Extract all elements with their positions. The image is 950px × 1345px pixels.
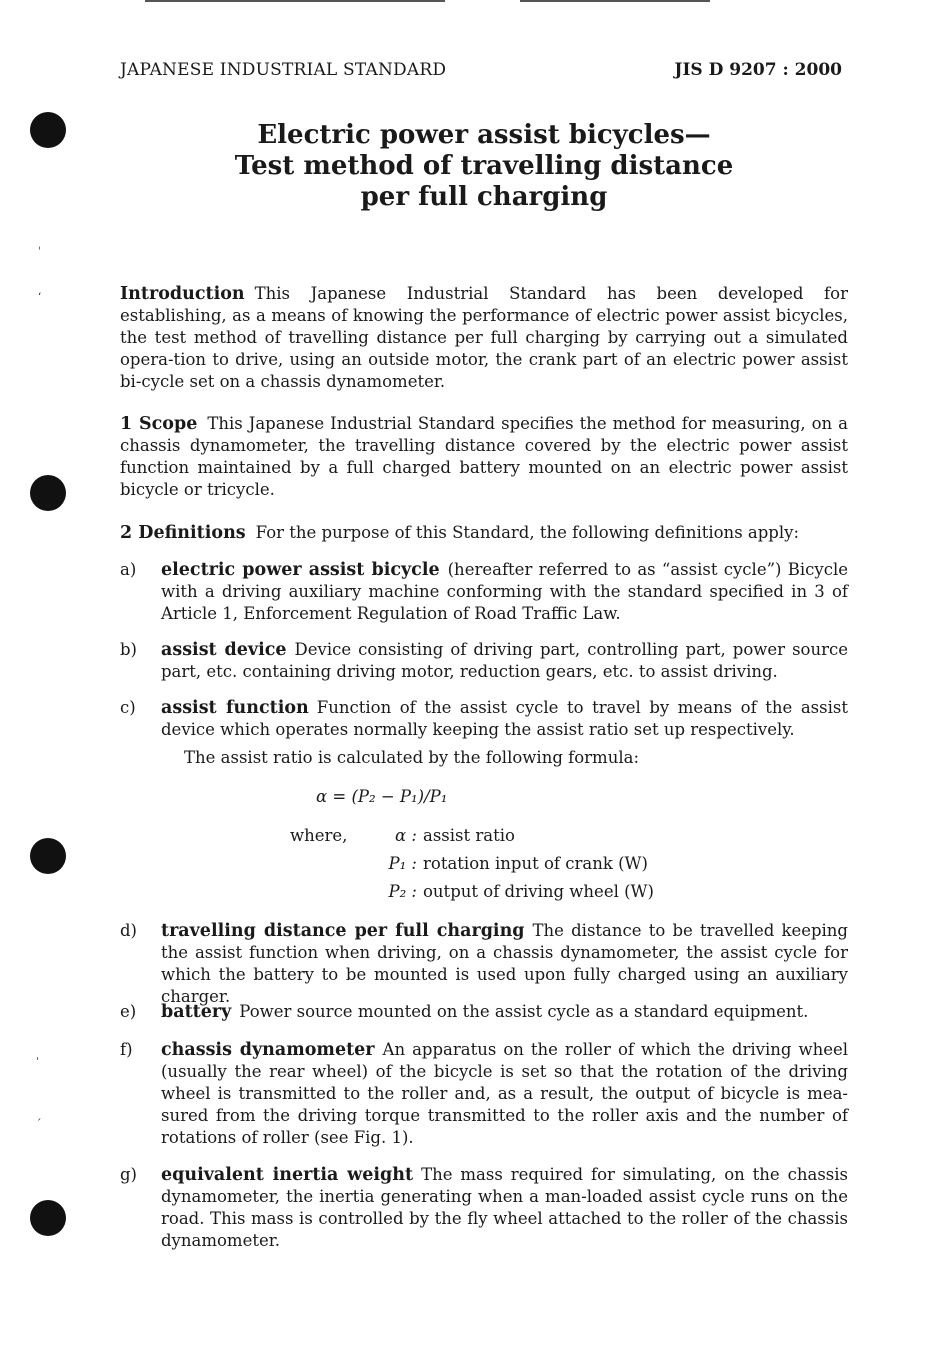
scan-edge-line	[145, 0, 445, 2]
item-term: assist function	[161, 698, 309, 718]
variable-symbol: α :	[395, 826, 417, 845]
title-line: per full charging	[360, 182, 608, 212]
scan-speck: ˌ	[38, 238, 42, 251]
item-text: Power source mounted on the assist cycle as a standard equipment.	[239, 1002, 809, 1021]
definition-item	[120, 1164, 848, 1252]
document-title	[0, 120, 950, 213]
scan-edge-line	[520, 0, 710, 2]
title-line: Electric power assist bicycles—	[257, 120, 711, 150]
item-label: g)	[120, 1165, 137, 1184]
title-line: Test method of travelling distance	[234, 151, 734, 181]
definitions-text: For the purpose of this Standard, the following definitions apply:	[255, 523, 800, 542]
scope-paragraph	[120, 413, 848, 501]
item-text: The distance to be travelled keeping the assist function when driving, on a chassis dynamometer, the assist cycle for which the battery to be mounted is used upon fully charged using an auxiliary charger.	[161, 921, 848, 1006]
item-label: b)	[120, 640, 137, 659]
item-text: Device consisting of driving part, controlling part, power source part, etc. containing driving motor, reduction gears, etc. to assist driving.	[161, 640, 849, 681]
definition-item	[120, 1039, 848, 1149]
item-label: d)	[120, 921, 137, 940]
item-term: electric power assist bicycle	[161, 560, 440, 580]
punch-hole-icon	[30, 475, 66, 511]
formula-variable	[377, 882, 654, 901]
item-label: e)	[120, 1002, 137, 1021]
item-term: chassis dynamometer	[161, 1040, 375, 1060]
variable-description: output of driving wheel (W)	[423, 882, 654, 901]
introduction-text: This Japanese Industrial Standard has been developed for establishing, as a means of knowing the performance of electric power assist bicycles, the test method of travelling distance per full charging by carrying out a simulated opera-tion to drive, using an outside motor, the crank part of an electric power assist bi-cycle set on a chassis dynamometer.	[120, 284, 848, 391]
scan-speck: ˏ	[36, 1108, 42, 1121]
item-text: Function of the assist cycle to travel by means of the assist device which operates normally keeping the assist ratio set up respectively.	[161, 698, 848, 739]
scan-speck: ʻ	[38, 290, 42, 303]
definitions-paragraph	[120, 522, 848, 544]
item-text: An apparatus on the roller of which the driving wheel (usually the rear wheel) of the bicycle is set so that the rotation of the driving wheel is transmitted to the roller and, as a result, the output of bicycle is mea-sured from the driving torque transmitted to the roller axis and the number of rotations of roller (see Fig. 1).	[161, 1040, 848, 1147]
scope-text: This Japanese Industrial Standard specifies the method for measuring, on a chassis dynamometer, the travelling distance covered by the electric power assist function maintained by a full charged battery mounted on an electric power assist bicycle or tricycle.	[120, 414, 849, 499]
definition-item	[120, 639, 848, 683]
item-term: travelling distance per full charging	[161, 921, 525, 941]
variable-description: rotation input of crank (W)	[423, 854, 648, 873]
standard-number: JIS D 9207 : 2000	[674, 60, 842, 80]
item-term: battery	[161, 1002, 232, 1022]
definition-item	[120, 1001, 848, 1023]
item-text: (hereafter referred to as “assist cycle”) Bicycle with a driving auxiliary machine conforming with the standard specified in 3 of Article 1, Enforcement Regulation of Road Traffic Law.	[161, 560, 848, 623]
formula-variable	[377, 826, 515, 845]
definition-item	[120, 920, 848, 1008]
item-label: f)	[120, 1040, 133, 1059]
definition-item	[120, 559, 848, 625]
item-text: The mass required for simulating, on the chassis dynamometer, the inertia generating when a man-loaded assist cycle runs on the road. This mass is controlled by the fly wheel attached to the roller of the chassis dynamometer.	[161, 1165, 848, 1250]
definition-item	[120, 697, 848, 741]
assist-ratio-formula: α = (P₂ − P₁)/P₁	[316, 787, 448, 806]
introduction-paragraph	[120, 283, 848, 393]
variable-symbol: P₂ :	[388, 882, 417, 901]
definitions-heading: 2 Definitions	[120, 523, 246, 543]
formula-intro: The assist ratio is calculated by the following formula:	[184, 748, 640, 767]
where-label: where,	[290, 826, 348, 845]
item-label: c)	[120, 698, 136, 717]
scope-heading: 1 Scope	[120, 414, 198, 434]
scan-speck: ˈ	[36, 1055, 40, 1068]
standard-org-header: JAPANESE INDUSTRIAL STANDARD	[120, 60, 447, 80]
introduction-heading: Introduction	[120, 284, 245, 304]
item-label: a)	[120, 560, 137, 579]
formula-variable	[377, 854, 648, 873]
punch-hole-icon	[30, 1200, 66, 1236]
variable-description: assist ratio	[423, 826, 515, 845]
item-term: equivalent inertia weight	[161, 1165, 414, 1185]
variable-symbol: P₁ :	[388, 854, 417, 873]
item-term: assist device	[161, 640, 287, 660]
punch-hole-icon	[30, 838, 66, 874]
